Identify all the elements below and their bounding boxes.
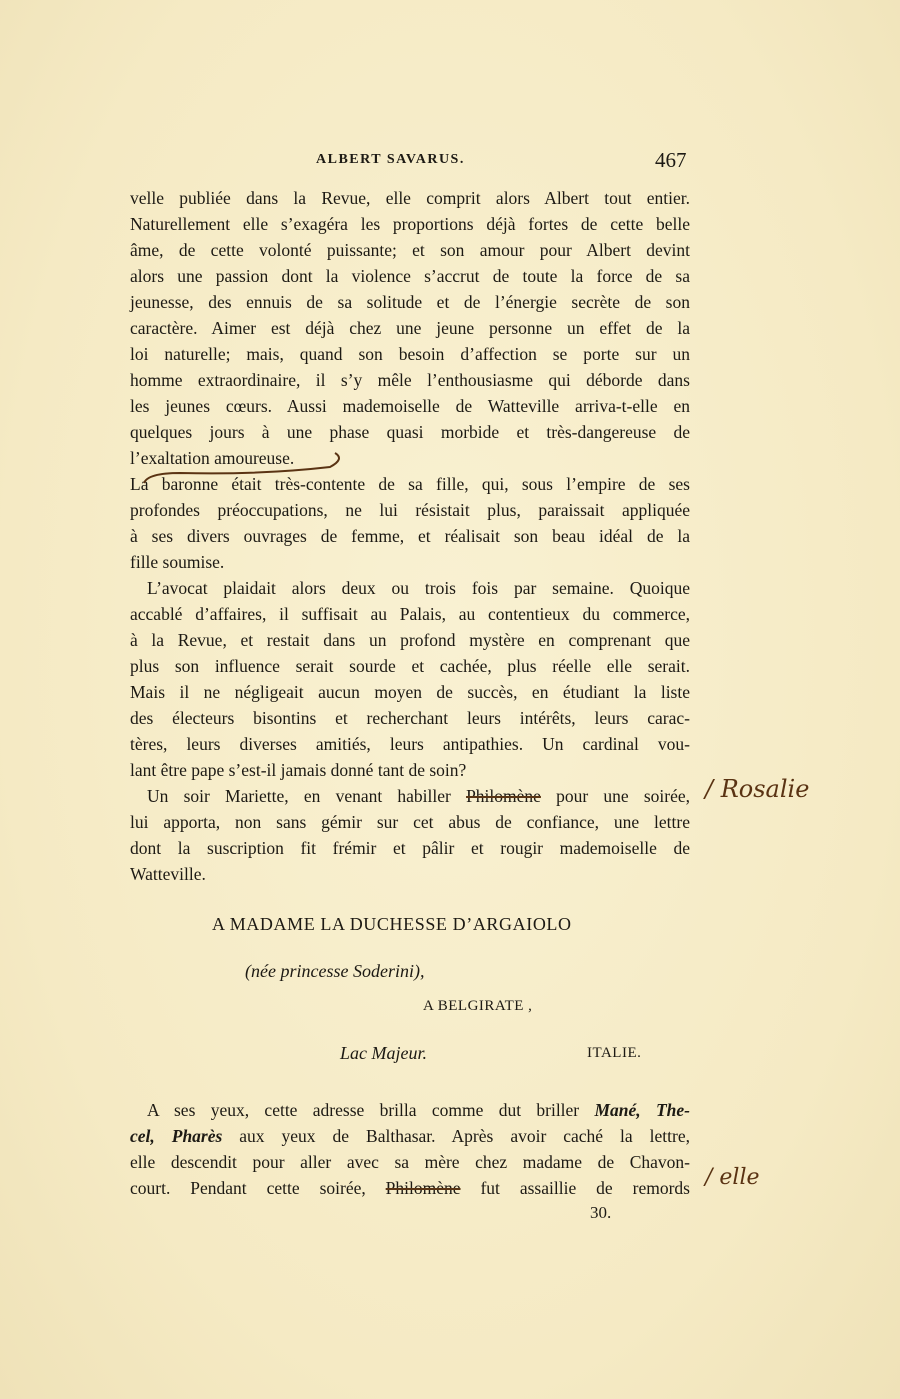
address-line-country: ITALIE. (587, 1045, 642, 1061)
text-segment: A ses yeux, cette adresse brilla comme dut briller (147, 1100, 595, 1120)
struck-word: Philomène (466, 786, 541, 806)
text-line (130, 1149, 690, 1175)
text-line (130, 783, 690, 809)
italic-phrase: cel, Pharès (130, 1126, 223, 1146)
text-line (130, 211, 690, 237)
address-line-lake: Lac Majeur. (340, 1043, 427, 1063)
text-segment: jeunesse, des ennuis de sa solitude et de l’énergie secrète de son (130, 292, 690, 312)
text-segment: à la Revue, et restait dans un profond mystère en comprenant que (130, 630, 690, 650)
margin-note-elle: / elle (705, 1165, 760, 1190)
text-line (130, 263, 690, 289)
text-segment: L’avocat plaidait alors deux ou trois fois par semaine. Quoique (147, 578, 690, 598)
address-line-nee: (née princesse Soderini), (245, 961, 425, 981)
text-line (130, 523, 690, 549)
text-line (130, 627, 690, 653)
text-segment: velle publiée dans la Revue, elle comprit alors Albert tout entier. (130, 188, 690, 208)
text-segment: accablé d’affaires, il suffisait au Palais, au contentieux du commerce, (130, 604, 690, 624)
text-segment: aux yeux de Balthasar. Après avoir caché la lettre, (222, 1126, 690, 1146)
text-line (130, 185, 690, 211)
text-line (130, 679, 690, 705)
text-line (130, 1175, 690, 1201)
text-segment: lui apporta, non sans gémir sur cet abus de confiance, une lettre (130, 812, 690, 832)
text-segment: quelques jours à une phase quasi morbide et très-dangereuse de (130, 422, 690, 442)
text-segment: l’exaltation amoureuse. (130, 448, 295, 468)
text-segment: tères, leurs diverses amitiés, leurs antipathies. Un cardinal vou- (130, 734, 690, 754)
text-line (130, 861, 690, 887)
text-segment: loi naturelle; mais, quand son besoin d’affection se porte sur un (130, 344, 690, 364)
running-title: ALBERT SAVARUS. (316, 152, 465, 167)
text-line (130, 289, 690, 315)
text-line (130, 757, 690, 783)
text-line (130, 705, 690, 731)
text-segment: fut assaillie de remords (460, 1178, 690, 1198)
text-segment: dont la suscription fit frémir et pâlir et rougir mademoiselle de (130, 838, 690, 858)
text-line (130, 237, 690, 263)
text-line (130, 835, 690, 861)
text-segment: La baronne était très-contente de sa fille, qui, sous l’empire de ses (130, 474, 690, 494)
text-line (130, 809, 690, 835)
text-segment: caractère. Aimer est déjà chez une jeune personne un effet de la (130, 318, 690, 338)
text-line (130, 1123, 690, 1149)
text-segment: Mais il ne négligeait aucun moyen de succès, en étudiant la liste (130, 682, 690, 702)
text-segment: fille soumise. (130, 552, 225, 572)
text-line (130, 341, 690, 367)
text-segment: elle descendit pour aller avec sa mère chez madame de Chavon- (130, 1152, 690, 1172)
text-line (130, 315, 690, 341)
text-segment: plus son influence serait sourde et cachée, plus réelle elle serait. (130, 656, 690, 676)
text-line (130, 653, 690, 679)
text-line (130, 549, 690, 575)
text-line (130, 601, 690, 627)
text-segment: Un soir Mariette, en venant habiller (147, 786, 467, 806)
text-segment: Watteville. (130, 864, 206, 884)
text-line (130, 419, 690, 445)
body-text-bottom (130, 1097, 690, 1201)
margin-note-rosalie: / Rosalie (705, 775, 810, 803)
text-segment: à ses divers ouvrages de femme, et réalisait son beau idéal de la (130, 526, 690, 546)
text-segment: pour une soirée, (540, 786, 690, 806)
text-line (130, 393, 690, 419)
address-line-recipient: A MADAME LA DUCHESSE D’ARGAIOLO (212, 914, 572, 934)
handwritten-underline-mark (140, 447, 350, 487)
text-line (130, 367, 690, 393)
text-segment: court. Pendant cette soirée, (130, 1178, 386, 1198)
text-line (130, 575, 690, 601)
struck-word: Philomène (385, 1178, 461, 1198)
text-segment: profondes préoccupations, ne lui résistait plus, paraissait appliquée (130, 500, 690, 520)
body-text-top (130, 185, 690, 887)
page-number: 467 (655, 148, 687, 172)
text-segment: lant être pape s’est-il jamais donné tant de soin? (130, 760, 467, 780)
signature-mark: 30. (590, 1203, 612, 1222)
text-segment: homme extraordinaire, il s’y mêle l’enthousiasme qui déborde dans (130, 370, 690, 390)
text-segment: âme, de cette volonté puissante; et son amour pour Albert devint (130, 240, 690, 260)
text-line (130, 731, 690, 757)
address-line-city: A BELGIRATE , (423, 998, 533, 1014)
text-segment: alors une passion dont la violence s’accrut de toute la force de sa (130, 266, 690, 286)
text-segment: les jeunes cœurs. Aussi mademoiselle de Watteville arriva-t-elle en (130, 396, 690, 416)
italic-phrase: Mané, The- (594, 1100, 690, 1120)
text-segment: Naturellement elle s’exagéra les proportions déjà fortes de cette belle (130, 214, 690, 234)
text-segment: des électeurs bisontins et recherchant leurs intérêts, leurs carac- (130, 708, 690, 728)
text-line (130, 1097, 690, 1123)
text-line (130, 497, 690, 523)
